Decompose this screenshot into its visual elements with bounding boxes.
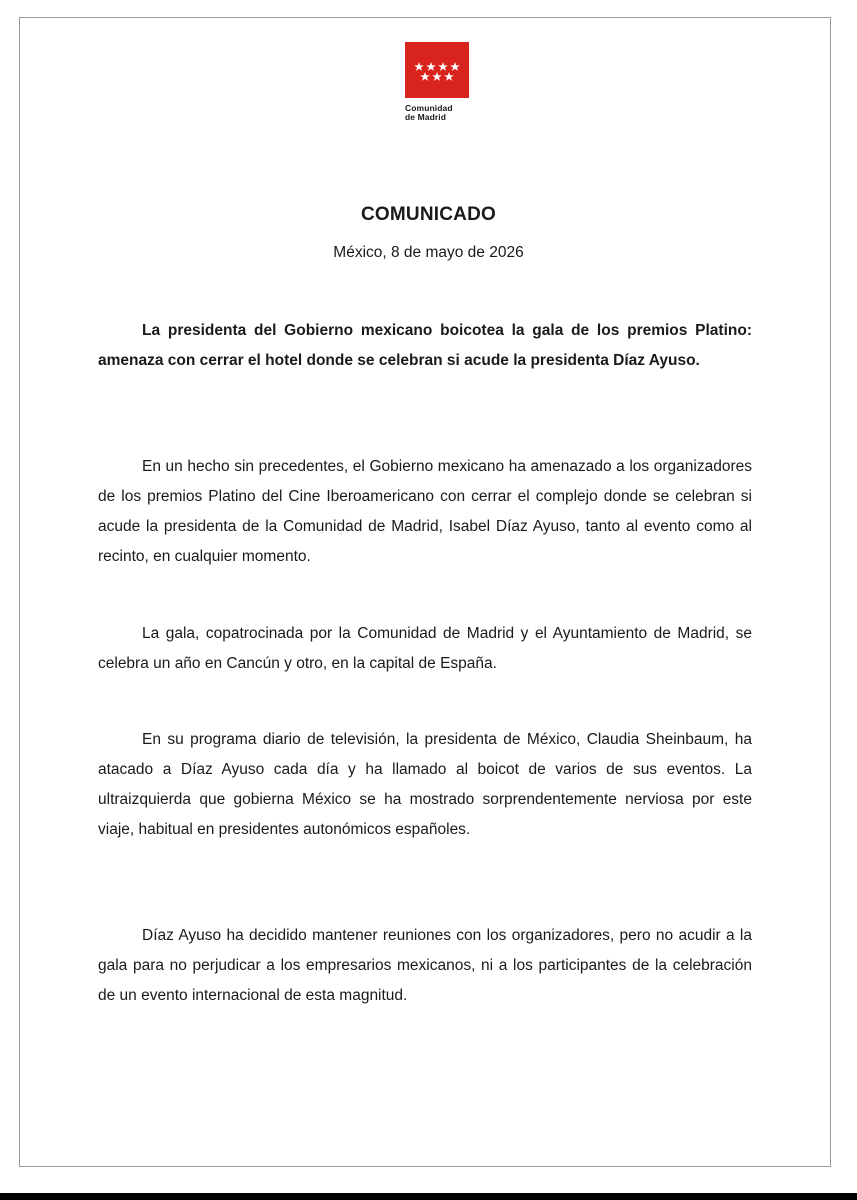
star-icon bbox=[444, 72, 454, 81]
star-icon bbox=[432, 72, 442, 81]
body-paragraph: En un hecho sin precedentes, el Gobierno mexicano ha amenazado a los organizadores de los premios Platino del Cine Iberoamericano con cerrar el complejo donde se celebran si acude la presidenta de la Comunidad de Madrid, Isabel Díaz Ayuso, tanto al evento como al recinto, en cualquier momento. bbox=[98, 458, 752, 565]
star-icon bbox=[420, 72, 430, 81]
star-icon bbox=[414, 62, 424, 71]
body-paragraph: En su programa diario de televisión, la presidenta de México, Claudia Sheinbaum, ha atacado a Díaz Ayuso cada día y ha llamado al boicot de varios de sus eventos. La ultraizquierda que gobierna México se ha mostrado sorprendentemente nerviosa por este viaje, habitual en presidentes autonómicos españoles. bbox=[98, 731, 752, 838]
logo-line-1: Comunidad bbox=[405, 103, 453, 113]
star-icon bbox=[438, 62, 448, 71]
body-paragraph: Díaz Ayuso ha decidido mantener reuniones con los organizadores, pero no acudir a la gala para no perjudicar a los empresarios mexicanos, ni a los participantes de la celebración de un evento internacional de esta magnitud. bbox=[98, 927, 752, 1004]
star-icon bbox=[450, 62, 460, 71]
document-title: COMUNICADO bbox=[361, 204, 496, 225]
logo-wordmark bbox=[404, 104, 470, 122]
dateline: México, 8 de mayo de 2026 bbox=[333, 244, 524, 261]
headline: La presidenta del Gobierno mexicano boicotea la gala de los premios Platino: amenaza con cerrar el hotel donde se celebran si acude la presidenta Díaz Ayuso. bbox=[98, 322, 752, 369]
comunidad-de-madrid-logo bbox=[404, 42, 470, 122]
star-icon bbox=[426, 62, 436, 71]
bottom-edge-bar bbox=[0, 1193, 857, 1200]
logo-line-2: de Madrid bbox=[405, 112, 447, 122]
stars-icon bbox=[405, 42, 469, 98]
body-paragraph: La gala, copatrocinada por la Comunidad de Madrid y el Ayuntamiento de Madrid, se celebra un año en Cancún y otro, en la capital de España. bbox=[98, 625, 752, 672]
madrid-flag-icon bbox=[405, 42, 469, 98]
